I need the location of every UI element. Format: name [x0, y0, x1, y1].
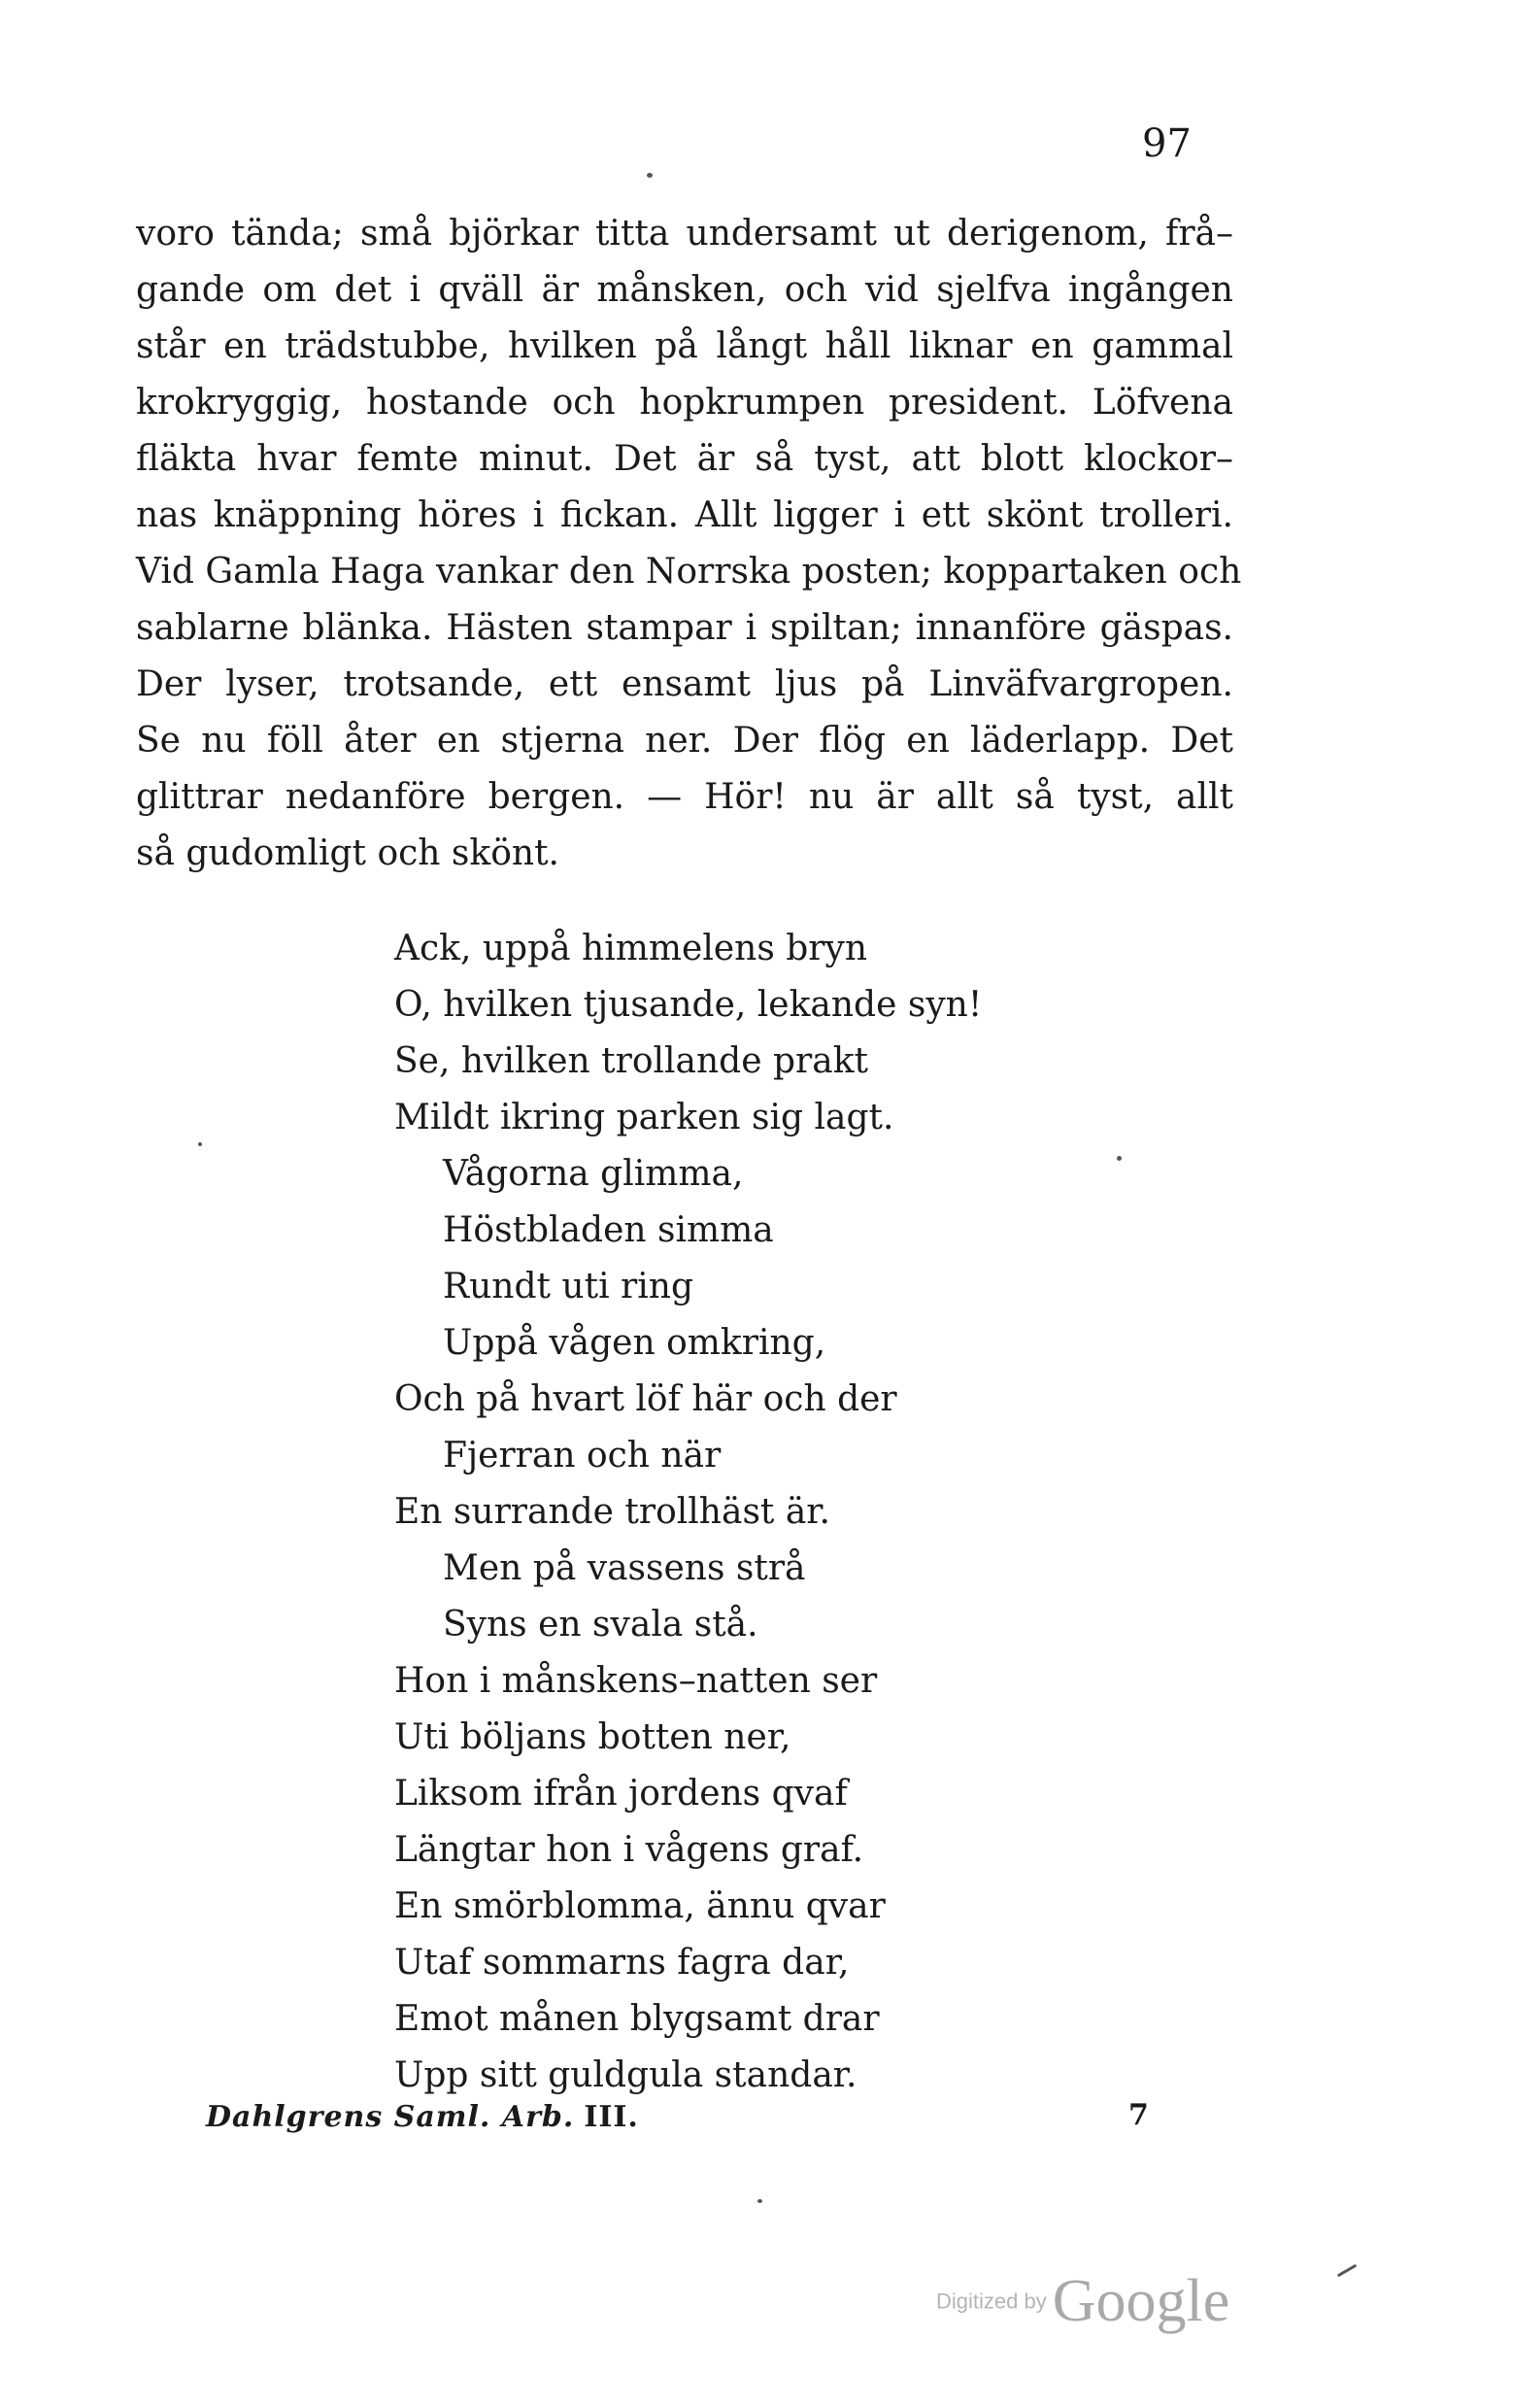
poem-line: Uti böljans botten ner, [394, 1717, 791, 1757]
prose-line: sablarne blänka. Hästen stampar i spiltan; innanföre gäspas. [136, 608, 1233, 648]
scan-speck [647, 173, 653, 178]
signature-title: Dahlgrens Saml. Arb. [206, 2100, 575, 2134]
poem-line: En surrande trollhäst är. [394, 1492, 830, 1532]
poem-line: Syns en svala stå. [443, 1605, 758, 1645]
prose-line: krokryggig, hostande och hopkrumpen president. Löfvena [136, 383, 1233, 423]
sheet-signature-mark: 7 [1128, 2098, 1149, 2132]
scan-speck [198, 1142, 202, 1146]
prose-line: Vid Gamla Haga vankar den Norrska posten; koppartaken och [136, 552, 1242, 592]
prose-paragraph [136, 206, 1242, 882]
prose-line: gande om det i qväll är månsken, och vid sjelfva ingången [136, 270, 1233, 310]
poem-line: Höstbladen simma [443, 1210, 774, 1250]
prose-line: voro tända; små björkar titta undersamt ut derigenom, frå– [136, 214, 1233, 254]
poem-line: Men på vassens strå [443, 1548, 806, 1588]
poem-line: Upp sitt guldgula standar. [394, 2055, 857, 2095]
poem-line: Rundt uti ring [443, 1267, 693, 1306]
poem-line: Fjerran och när [443, 1436, 722, 1475]
prose-line: glittrar nedanföre bergen. — Hör! nu är allt så tyst, allt [136, 777, 1233, 817]
poem-line: O, hvilken tjusande, lekande syn! [394, 985, 983, 1025]
poem-line: Uppå vågen omkring, [443, 1323, 826, 1363]
poem-line: Liksom ifrån jordens qvaf [394, 1774, 848, 1814]
prose-line: fläkta hvar femte minut. Det är så tyst, att blott klockor– [136, 439, 1233, 479]
prose-line: står en trädstubbe, hvilken på långt håll liknar en gammal [136, 326, 1233, 366]
poem-line: Hon i månskens–natten ser [394, 1661, 878, 1701]
poem-line: En smörblomma, ännu qvar [394, 1886, 886, 1926]
poem-line: Vågorna glimma, [443, 1154, 744, 1194]
poem-stanza [394, 921, 982, 2104]
scan-speck [1337, 2264, 1358, 2278]
poem-line: Mildt ikring parken sig lagt. [394, 1098, 894, 1137]
poem-line: Emot månen blygsamt drar [394, 1999, 880, 2039]
footer-signature [206, 2100, 639, 2134]
scan-speck [757, 2199, 762, 2203]
prose-line: så gudomligt och skönt. [136, 833, 559, 873]
page-number: 97 [1142, 121, 1192, 166]
poem-line: Ack, uppå himmelens bryn [394, 929, 868, 968]
prose-line: nas knäppning höres i fickan. Allt ligger i ett skönt trolleri. [136, 495, 1233, 535]
volume-number: III. [584, 2100, 639, 2134]
scan-speck [1117, 1156, 1122, 1161]
prose-line: Der lyser, trotsande, ett ensamt ljus på Linväfvargropen. [136, 664, 1233, 704]
poem-line: Utaf sommarns fagra dar, [394, 1943, 850, 1983]
watermark-logo: Google [1052, 2268, 1230, 2334]
poem-line: Längtar hon i vågens graf. [394, 1830, 864, 1870]
digitized-watermark [936, 2267, 1229, 2336]
poem-line: Se, hvilken trollande prakt [394, 1041, 868, 1081]
poem-line: Och på hvart löf här och der [394, 1379, 897, 1419]
watermark-prefix: Digitized by [936, 2289, 1047, 2314]
prose-line: Se nu föll åter en stjerna ner. Der flög en läderlapp. Det [136, 721, 1233, 761]
